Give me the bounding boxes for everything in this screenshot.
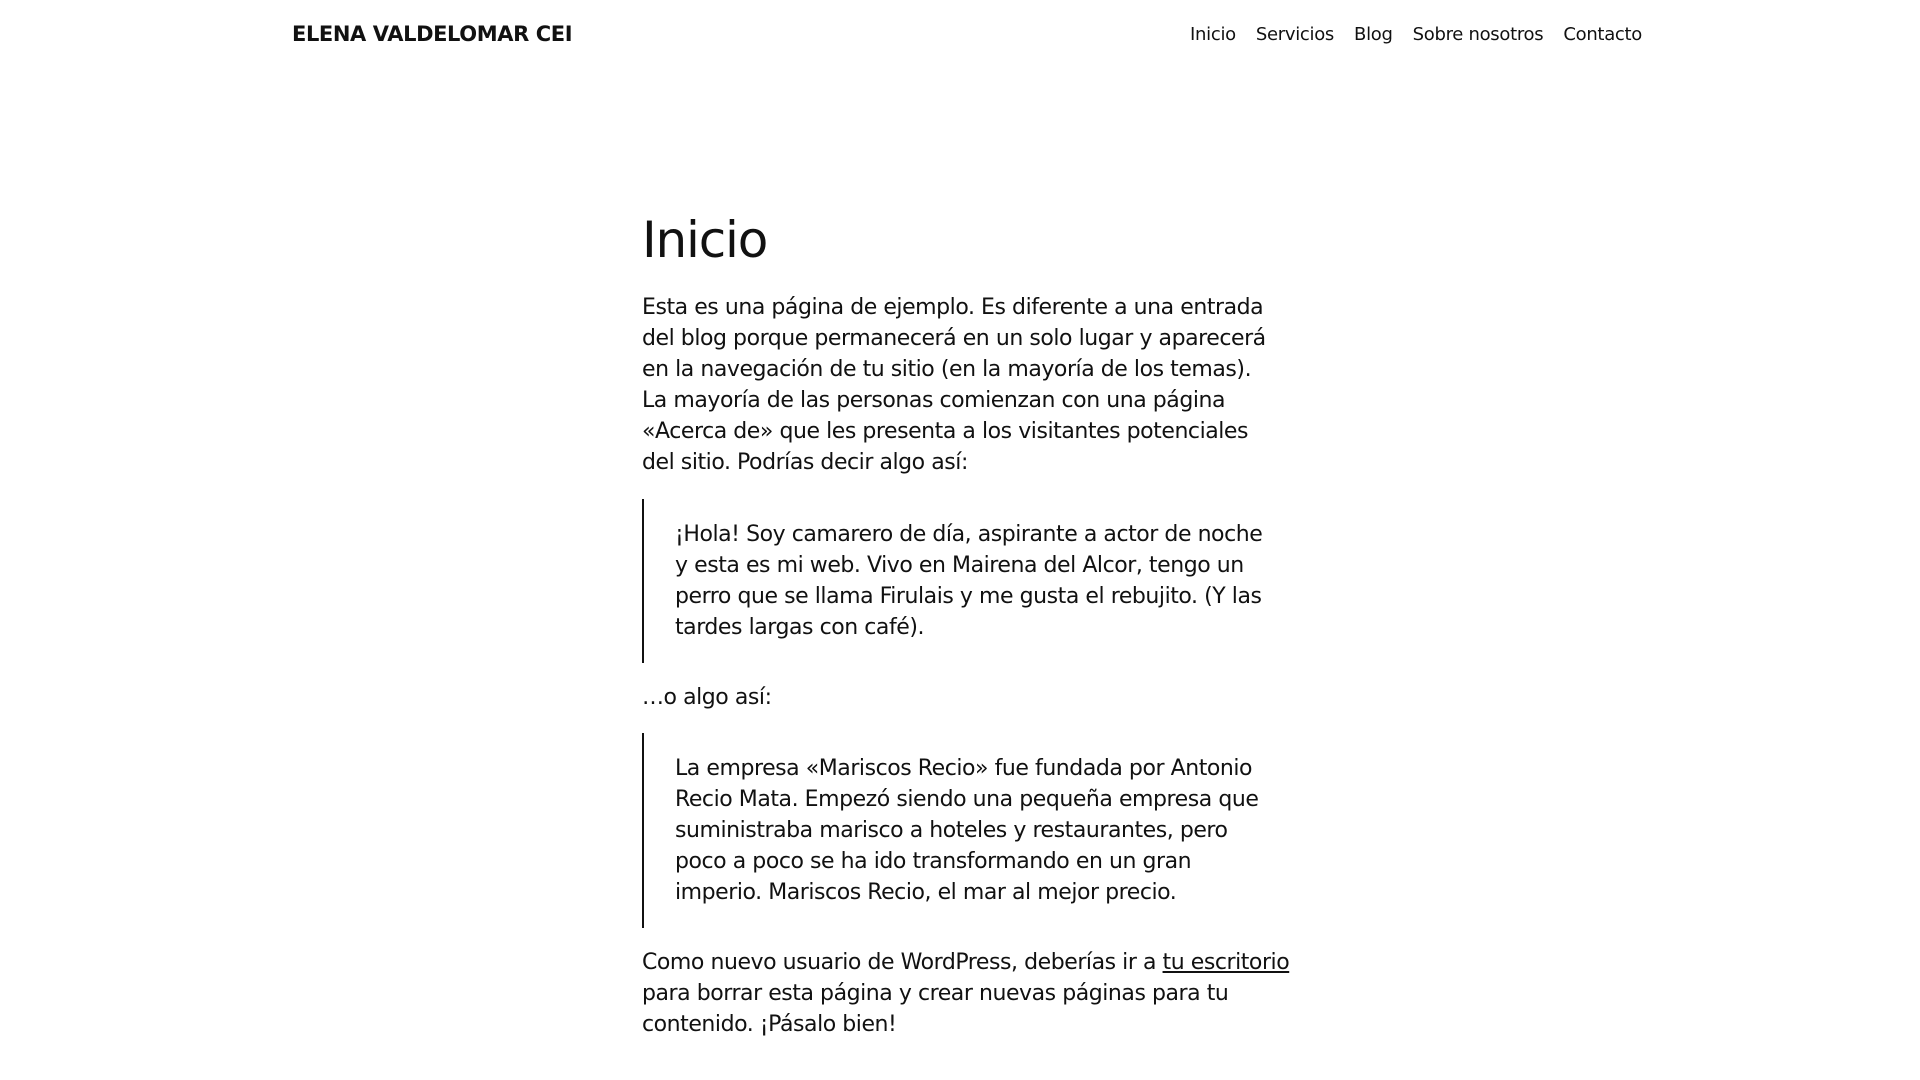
- page-title: Inicio: [642, 211, 768, 269]
- outro-text-before: Como nuevo usuario de WordPress, deberías ir a: [642, 950, 1163, 975]
- quote-text: La empresa «Mariscos Recio» fue fundada por Antonio Recio Mata. Empezó siendo una pequeña empresa que suministraba marisco a hoteles y restaurantes, pero poco a poco se ha ido transformando en un gran imperio. Mariscos Recio, el mar al mejor precio.: [675, 756, 1259, 905]
- nav-item-sobre-nosotros[interactable]: Sobre nosotros: [1412, 24, 1544, 45]
- quote-block: [642, 499, 1275, 663]
- nav-item-servicios[interactable]: Servicios: [1255, 24, 1335, 45]
- dashboard-link[interactable]: tu escritorio: [1162, 950, 1290, 975]
- middle-paragraph: …o algo así:: [642, 685, 772, 710]
- nav-item-inicio[interactable]: Inicio: [1190, 24, 1236, 45]
- intro-paragraph: Esta es una página de ejemplo. Es diferente a una entrada del blog porque permanecerá en un solo lugar y aparecerá en la navegación de tu sitio (en la mayoría de los temas). La mayoría de las personas comienzan con una página «Acerca de» que les presenta a los visitantes potenciales del sitio. Podrías decir algo así:: [642, 295, 1266, 475]
- site-title[interactable]: ELENA VALDELOMAR CEI: [292, 22, 573, 46]
- quote-block: [642, 733, 1275, 928]
- quote-text: ¡Hola! Soy camarero de día, aspirante a actor de noche y esta es mi web. Vivo en Mairena del Alcor, tengo un perro que se llama Firulais y me gusta el rebujito. (Y las tardes largas con café).: [675, 522, 1263, 640]
- nav-item-blog[interactable]: Blog: [1354, 24, 1393, 45]
- main-navigation: [1190, 24, 1642, 45]
- outro-text-after: para borrar esta página y crear nuevas páginas para tu contenido. ¡Pásalo bien!: [642, 981, 1229, 1037]
- outro-paragraph: [642, 947, 1302, 1040]
- site-header: [0, 0, 1920, 72]
- nav-item-contacto[interactable]: Contacto: [1563, 24, 1642, 45]
- page-content: [642, 210, 1302, 1040]
